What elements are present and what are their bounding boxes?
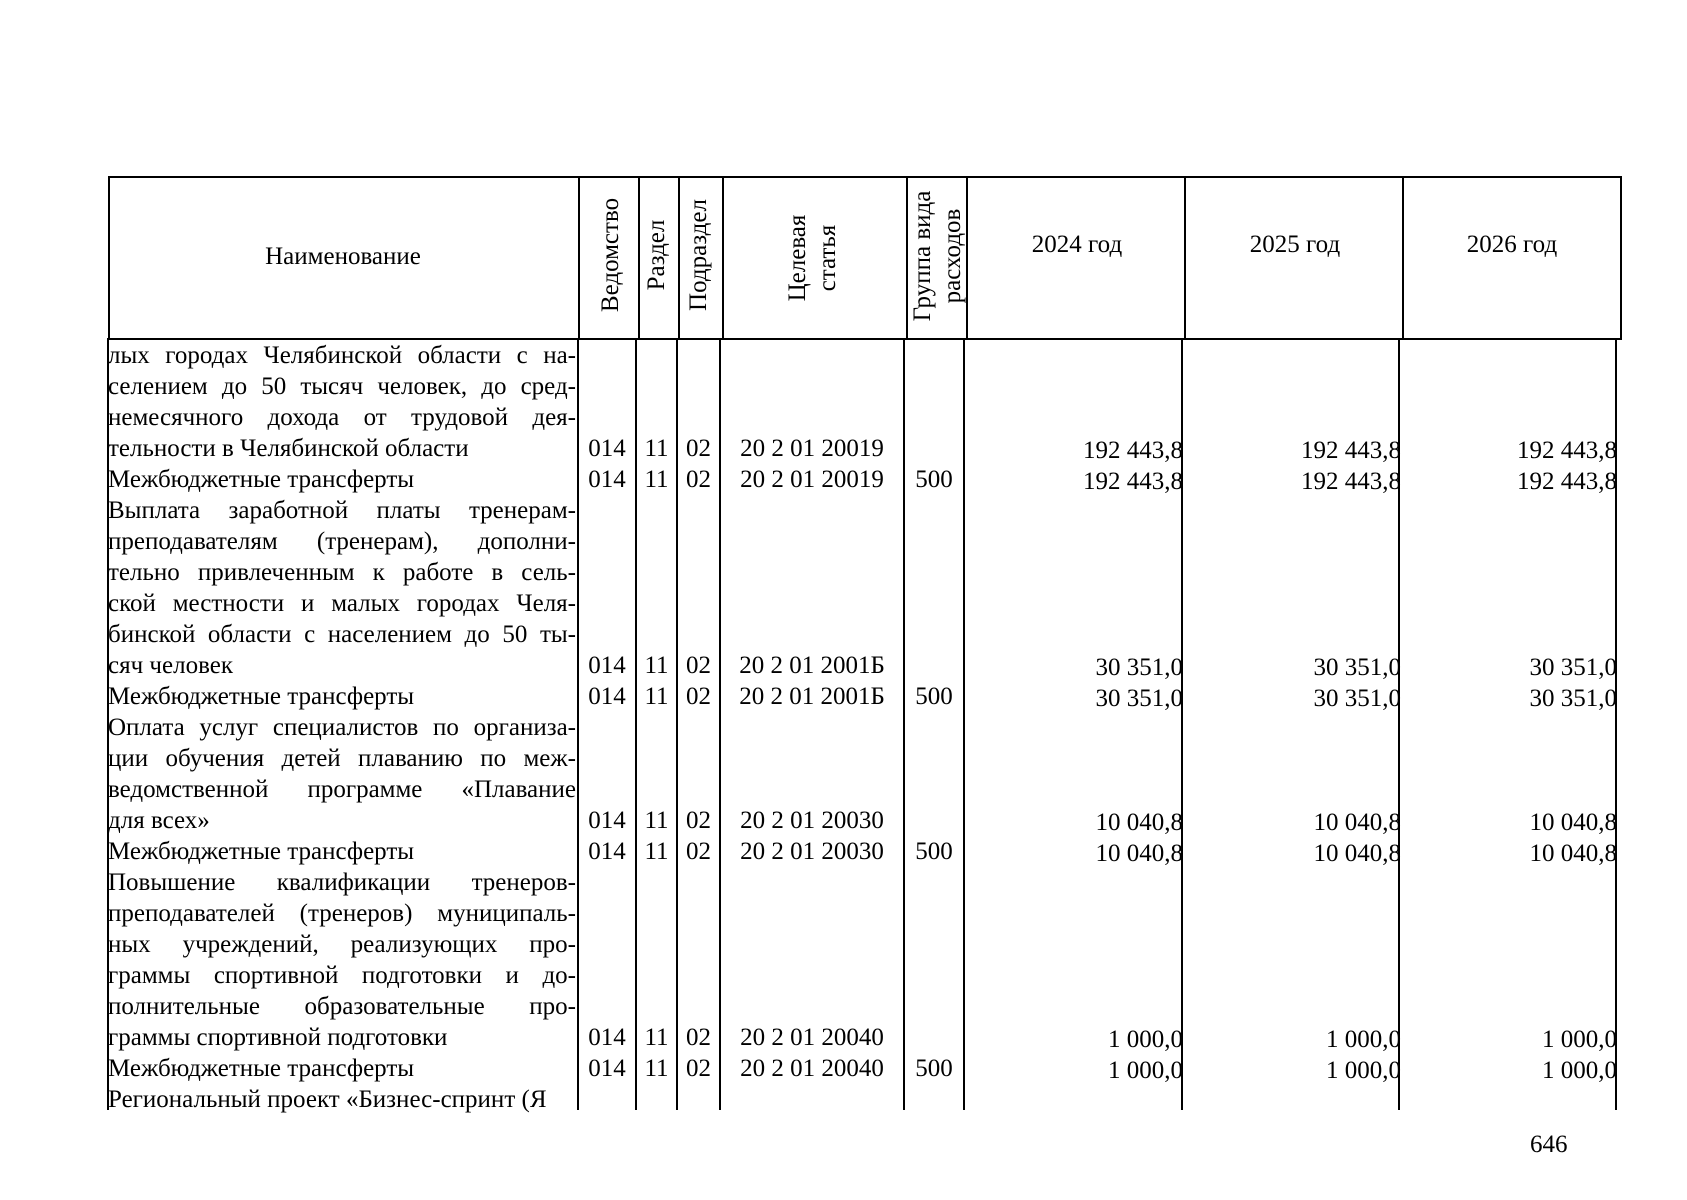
row-name-line: немесячного дохода от трудовой дея-	[108, 404, 576, 431]
row-y2025: 192 443,8	[1301, 437, 1401, 464]
row-name-line: преподавателей (тренеров) муниципаль-	[108, 900, 576, 927]
row-y2025: 1 000,0	[1326, 1026, 1401, 1053]
row-ved: 014	[588, 683, 626, 710]
row-razdel: 11	[644, 466, 669, 493]
row-y2024: 30 351,0	[1095, 685, 1183, 712]
row-cs: 20 2 01 2001Б	[739, 683, 885, 710]
row-cs: 20 2 01 2001Б	[739, 652, 885, 679]
row-name-line: ции обучения детей плаванию по меж-	[108, 745, 576, 772]
row-cs: 20 2 01 20030	[740, 807, 884, 834]
row-cs: 20 2 01 20030	[740, 838, 884, 865]
row-y2024: 10 040,8	[1095, 809, 1183, 836]
row-name-line: преподавателям (тренерам), дополни-	[108, 528, 576, 555]
row-ved: 014	[588, 807, 626, 834]
header-podrazdel: Подраздел	[685, 199, 712, 311]
header-gruppa-vida	[908, 191, 968, 322]
row-y2026: 192 443,8	[1517, 437, 1617, 464]
header-razdel: Раздел	[643, 219, 670, 291]
row-name-line: сяч человек	[108, 652, 233, 679]
header-col-border	[638, 176, 640, 340]
row-vr: 500	[915, 1055, 953, 1082]
row-podrazdel: 02	[686, 1055, 711, 1082]
row-name-line: Выплата заработной платы тренерам-	[108, 497, 576, 524]
body-col-border	[963, 338, 965, 1110]
page-number: 646	[1530, 1131, 1568, 1158]
row-y2024: 192 443,8	[1083, 468, 1183, 495]
row-name-line: Региональный проект «Бизнес-спринт (Я	[108, 1086, 547, 1113]
row-razdel: 11	[644, 807, 669, 834]
row-name-line: селением до 50 тысяч человек, до сред-	[108, 373, 576, 400]
row-y2025: 10 040,8	[1313, 809, 1401, 836]
row-y2024: 1 000,0	[1108, 1026, 1183, 1053]
header-col-border	[1402, 176, 1404, 340]
header-col-border	[966, 176, 968, 340]
header-2025: 2025 год	[1249, 231, 1341, 258]
row-y2024: 30 351,0	[1095, 654, 1183, 681]
row-ved: 014	[588, 1024, 626, 1051]
body-col-border	[903, 338, 905, 1110]
header-gruppa-line1: Группа вида	[909, 190, 936, 322]
row-y2026: 10 040,8	[1529, 840, 1617, 867]
row-name-line: ных учреждений, реализующих про-	[108, 931, 576, 958]
row-name-line: для всех»	[108, 807, 210, 834]
row-razdel: 11	[644, 652, 669, 679]
row-name-line: бинской области с населением до 50 ты-	[108, 621, 576, 648]
row-y2025: 30 351,0	[1313, 685, 1401, 712]
header-col-border	[906, 176, 908, 340]
row-cs: 20 2 01 20040	[740, 1055, 884, 1082]
row-y2026: 192 443,8	[1517, 468, 1617, 495]
row-name-line: тельности в Челябинской области	[108, 435, 469, 462]
row-podrazdel: 02	[686, 683, 711, 710]
row-name-line: тельно привлеченным к работе в сель-	[108, 559, 576, 586]
row-name-line: Оплата услуг специалистов по организа-	[108, 714, 576, 741]
row-y2026: 30 351,0	[1529, 654, 1617, 681]
row-y2025: 1 000,0	[1326, 1057, 1401, 1084]
header-vedomstvo: Ведомство	[597, 197, 624, 313]
row-name-line: полнительные образовательные про-	[108, 993, 576, 1020]
header-celevaya-line2: статья	[814, 224, 841, 292]
row-cs: 20 2 01 20040	[740, 1024, 884, 1051]
row-name-line: граммы спортивной подготовки	[108, 1024, 448, 1051]
row-ved: 014	[588, 838, 626, 865]
header-gruppa-line2: расходов	[939, 208, 966, 304]
row-name-line: Межбюджетные трансферты	[108, 683, 415, 710]
row-podrazdel: 02	[686, 652, 711, 679]
row-y2025: 30 351,0	[1313, 654, 1401, 681]
row-razdel: 11	[644, 1055, 669, 1082]
row-name-line: граммы спортивной подготовки и до-	[108, 962, 576, 989]
row-y2024: 192 443,8	[1083, 437, 1183, 464]
row-y2026: 1 000,0	[1542, 1057, 1617, 1084]
row-podrazdel: 02	[686, 838, 711, 865]
row-podrazdel: 02	[686, 435, 711, 462]
row-podrazdel: 02	[686, 466, 711, 493]
row-podrazdel: 02	[686, 807, 711, 834]
row-razdel: 11	[644, 683, 669, 710]
row-name-line: ведомственной программе «Плавание	[108, 776, 576, 803]
row-y2025: 10 040,8	[1313, 840, 1401, 867]
row-name-line: ской местности и малых городах Челя-	[108, 590, 576, 617]
row-y2024: 10 040,8	[1095, 840, 1183, 867]
row-name-line: Межбюджетные трансферты	[108, 1055, 415, 1082]
table-top-border	[108, 176, 1620, 178]
header-2024: 2024 год	[1031, 231, 1123, 258]
row-name-line: Повышение квалификации тренеров-	[108, 869, 576, 896]
header-col-border	[1184, 176, 1186, 340]
row-y2026: 30 351,0	[1529, 685, 1617, 712]
row-y2025: 192 443,8	[1301, 468, 1401, 495]
row-name-line: Межбюджетные трансферты	[108, 466, 415, 493]
row-vr: 500	[915, 838, 953, 865]
header-col-border	[1620, 176, 1622, 340]
row-y2026: 1 000,0	[1542, 1026, 1617, 1053]
row-ved: 014	[588, 652, 626, 679]
row-y2026: 10 040,8	[1529, 809, 1617, 836]
header-celevaya-line1: Целевая	[784, 214, 811, 302]
header-celevaya-statya	[783, 215, 843, 302]
row-podrazdel: 02	[686, 1024, 711, 1051]
row-ved: 014	[588, 435, 626, 462]
row-name-line: Межбюджетные трансферты	[108, 838, 415, 865]
row-cs: 20 2 01 20019	[740, 466, 884, 493]
header-2026: 2026 год	[1466, 231, 1558, 258]
row-vr: 500	[915, 683, 953, 710]
row-cs: 20 2 01 20019	[740, 435, 884, 462]
row-y2024: 1 000,0	[1108, 1057, 1183, 1084]
header-col-border	[108, 176, 110, 340]
header-col-border	[722, 176, 724, 340]
header-name: Наименование	[265, 243, 421, 270]
header-col-border	[578, 176, 580, 340]
row-razdel: 11	[644, 838, 669, 865]
row-ved: 014	[588, 466, 626, 493]
row-name-line: лых городах Челябинской области с на-	[108, 342, 576, 369]
row-razdel: 11	[644, 435, 669, 462]
header-col-border	[678, 176, 680, 340]
row-razdel: 11	[644, 1024, 669, 1051]
row-ved: 014	[588, 1055, 626, 1082]
row-vr: 500	[915, 466, 953, 493]
